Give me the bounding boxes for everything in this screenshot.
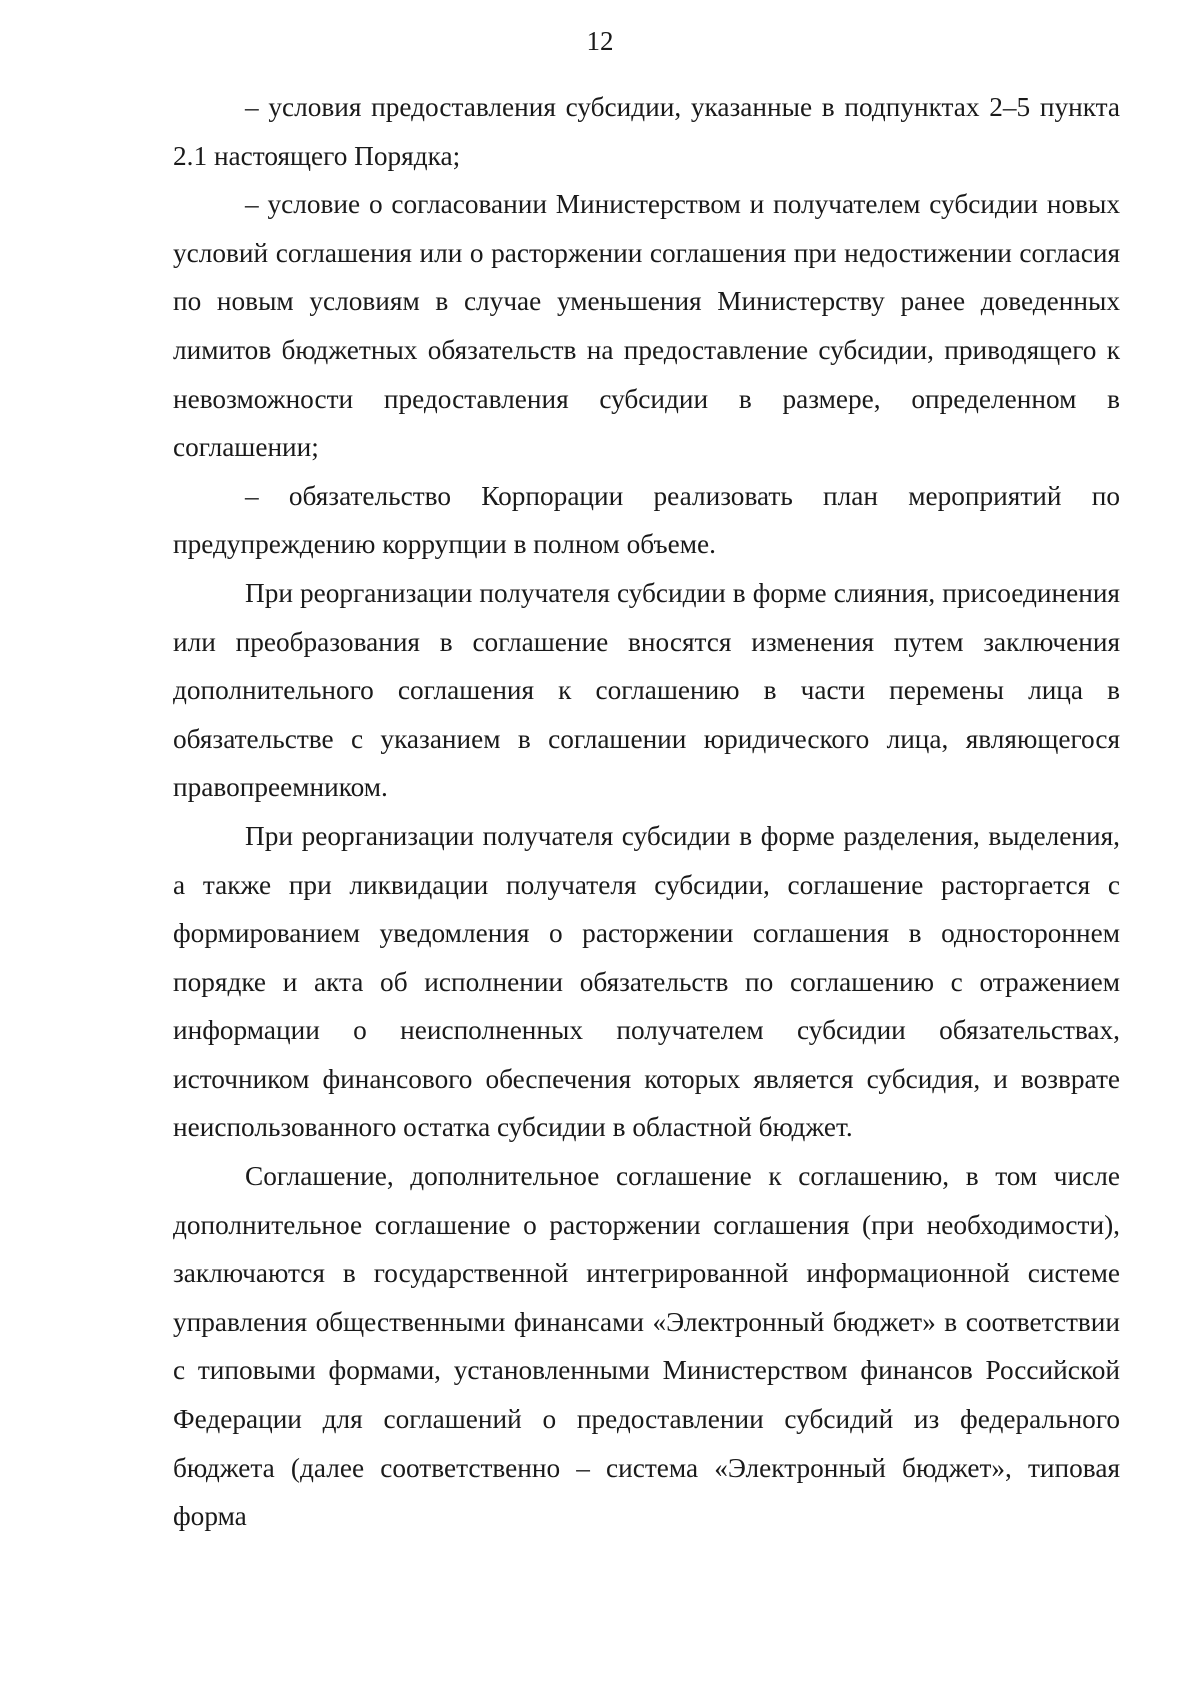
- document-body: [173, 83, 1120, 1541]
- page-number: 12: [586, 26, 614, 56]
- paragraph-subsidy-conditions: – условия предоставления субсидии, указанные в подпунктах 2–5 пункта 2.1 настоящего Порядка;: [173, 92, 1120, 171]
- paragraph-reorganization-division: При реорганизации получателя субсидии в форме разделения, выделения, а также при ликвидации получателя субсидии, соглашение расторгается с формированием уведомления о расторжении соглашения в одностороннем порядке и акта об исполнении обязательств по соглашению с отражением информации о неисполненных получателем субсидии обязательствах, источником финансового обеспечения которых является субсидия, и возврате неиспользованного остатка субсидии в областной бюджет.: [173, 820, 1120, 1143]
- paragraph-electronic-budget: Соглашение, дополнительное соглашение к соглашению, в том числе дополнительное соглашение о расторжении соглашения (при необходимости), заключаются в государственной интегрированной информационной системе управления общественными финансами «Электронный бюджет» в соответствии с типовыми формами, установленными Министерством финансов Российской Федерации для соглашений о предоставлении субсидий из федерального бюджета (далее соответственно – система «Электронный бюджет», типовая форма: [173, 1161, 1120, 1532]
- paragraph-anticorruption-obligation: – обязательство Корпорации реализовать план мероприятий по предупреждению коррупции в полном объеме.: [173, 480, 1120, 560]
- paragraph-agreement-change-condition: – условие о согласовании Министерством и получателем субсидии новых условий соглашения или о расторжении соглашения при недостижении согласия по новым условиям в случае уменьшения Министерству ранее доведенных лимитов бюджетных обязательств на предоставление субсидии, приводящего к невозможности предоставления субсидии в размере, определенном в соглашении;: [173, 189, 1120, 463]
- paragraph-reorganization-merger: При реорганизации получателя субсидии в форме слияния, присоединения или преобразования в соглашение вносятся изменения путем заключения дополнительного соглашения к соглашению в части перемены лица в обязательстве с указанием в соглашении юридического лица, являющегося правопреемником.: [173, 577, 1120, 803]
